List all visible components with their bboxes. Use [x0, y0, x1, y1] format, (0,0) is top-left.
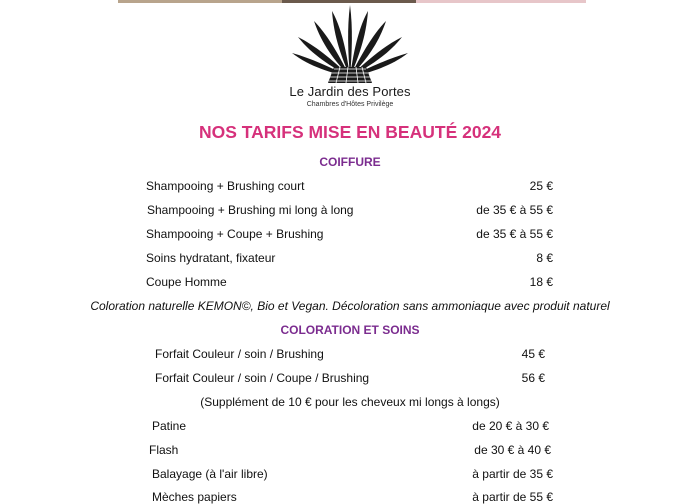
supplement-note: (Supplément de 10 € pour les cheveux mi longs à longs) [200, 395, 500, 409]
section-heading-coiffure: COIFFURE [319, 155, 381, 169]
price-item-label: Soins hydratant, fixateur [146, 251, 276, 265]
header-photo-strip-right [416, 0, 586, 3]
price-item-label: Shampooing + Coupe + Brushing [146, 227, 324, 241]
coloration-note: Coloration naturelle KEMON©, Bio et Vegan. Décoloration sans ammoniaque avec produit naturel [90, 299, 610, 313]
price-item-label: Shampooing + Brushing mi long à long [147, 203, 354, 217]
price-item-value: de 35 € à 55 € [476, 203, 553, 217]
price-item-label: Coupe Homme [146, 275, 227, 289]
price-item-label: Shampooing + Brushing court [146, 179, 305, 193]
price-item-value: 56 € [521, 371, 545, 385]
logo-name: Le Jardin des Portes [289, 84, 411, 99]
price-item-value: de 20 € à 30 € [472, 419, 549, 433]
price-item-value: à partir de 35 € [472, 467, 553, 481]
price-item-label: Forfait Couleur / soin / Coupe / Brushing [155, 371, 370, 385]
price-item-label: Patine [152, 419, 187, 433]
price-item-label: Balayage (à l'air libre) [152, 467, 268, 481]
price-item-label: Flash [149, 443, 179, 457]
fan-palm-logo-icon [290, 3, 410, 85]
header-photo-strip-left [118, 0, 282, 3]
section-heading-coloration: COLORATION ET SOINS [280, 323, 420, 337]
price-item-value: de 30 € à 40 € [474, 443, 551, 457]
price-item-value: 45 € [521, 347, 545, 361]
logo-tagline: Chambres d'Hôtes Privilège [306, 101, 394, 108]
price-item-label: Mèches papiers [152, 490, 237, 504]
price-item-value: 25 € [529, 179, 553, 193]
price-item-label: Forfait Couleur / soin / Brushing [155, 347, 324, 361]
price-item-value: de 35 € à 55 € [476, 227, 553, 241]
price-item-value: 18 € [529, 275, 553, 289]
price-item-value: à partir de 55 € [472, 490, 553, 504]
page-title: NOS TARIFS MISE EN BEAUTÉ 2024 [198, 122, 502, 142]
price-item-value: 8 € [536, 251, 553, 265]
